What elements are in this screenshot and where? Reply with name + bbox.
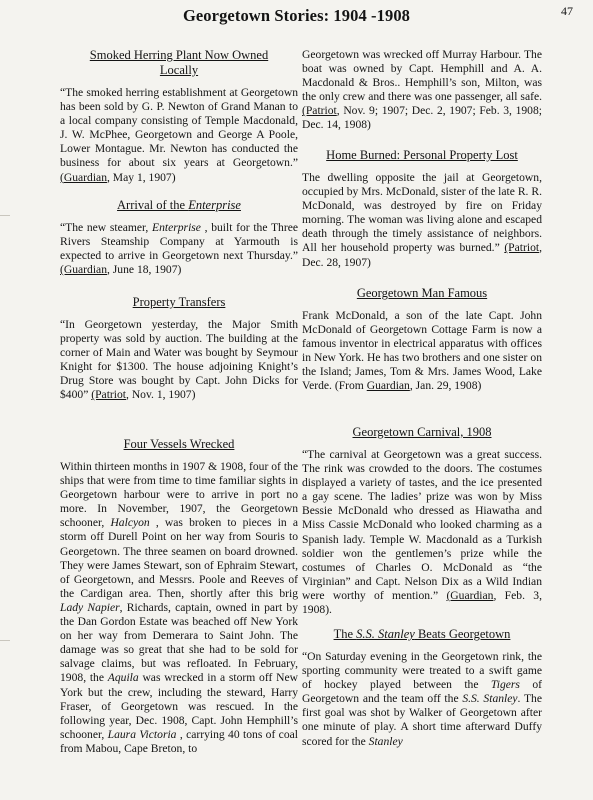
article-heading [60, 198, 298, 213]
body-text: , Feb. 3, 1908). [302, 588, 542, 617]
body-text: , May 1, 1907) [107, 170, 176, 184]
italic-text: Aquila [107, 671, 139, 685]
body-text: , Nov. 1, 1907) [126, 388, 196, 402]
body-text: , carrying 40 tons of coal from Mabou, Cape Breton, to [60, 727, 298, 755]
body-text: “The smoked herring establishment at Georgetown has been sold by G. P. Newton of Grand Manan to a local company consisting of Temple Macdonald, J. W. McPhee, Georgetown and George A Poole, Lower Montague. Mr. Newton has conducted the business for about six years at Georgetown.” [60, 86, 298, 170]
article-body [302, 650, 542, 749]
body-text: was wrecked in a storm off New York but the crew, including the steward, Harry Fraser, of Georgetown was rescued. In the following year, Dec. 1908, Capt. John Hemphill’s schooner, [60, 671, 299, 741]
body-text: , Nov. 9; 1907; Dec. 2, 1907; Feb. 3, 1908; Dec. 14, 1908) [302, 104, 542, 132]
body-text: “The new steamer, [60, 221, 152, 234]
margin-mark [0, 640, 10, 641]
article-man-famous [302, 286, 542, 394]
body-text: Within thirteen months in 1907 & 1908, four of the ships that were from time to time familiar sights in Georgetown harbour were to arrive in port no more. In November, 1907, the Georgetown schooner, [60, 460, 298, 530]
italic-text: Tigers [490, 678, 520, 692]
article-heading: Home Burned: Personal Property Lost [326, 148, 518, 162]
article-heading: Smoked Herring Plant Now Owned Locally [89, 48, 269, 77]
source-citation: Guardian [366, 379, 410, 393]
article-body [302, 48, 542, 133]
article-four-vessels [60, 437, 298, 756]
page-number: 47 [561, 4, 573, 18]
article-body [60, 86, 298, 185]
italic-text: Halcyon [110, 516, 150, 530]
article-heading: Property Transfers [132, 295, 226, 309]
body-text: of Georgetown and the team off the [302, 678, 542, 706]
article-heading: Georgetown Man Famous [356, 286, 488, 300]
body-text: , Dec. 28, 1907) [302, 241, 542, 269]
italic-text: Enterprise [188, 198, 241, 212]
italic-text: S.S. Stanley [462, 692, 518, 706]
italic-text: Stanley [368, 734, 403, 748]
article-body [60, 460, 298, 756]
page-title: Georgetown Stories: 1904 -1908 [182, 6, 411, 25]
article-home-burned [302, 148, 542, 270]
source-citation: (Guardian [446, 588, 494, 602]
body-text: “In Georgetown yesterday, the Major Smith property was sold by auction. The building at the corner of Main and Water was bought by Seymour Knight for $1300. The house adjoining Knight’s Drug Store was bought by Capt. John Dicks for $400” [60, 318, 298, 402]
body-text: Arrival of the [117, 198, 189, 212]
body-text: Georgetown was wrecked off Murray Harbour. The boat was owned by Capt. Hemphill and A. A. Macdonald & Bros.. Hemphill’s son, Milton, was the only crew and there was one passenger, all safe. [302, 48, 542, 104]
article-enterprise [60, 198, 298, 277]
body-text: , June 18, 1907) [107, 263, 182, 277]
body-text: Beats Georgetown [414, 627, 511, 641]
source-citation: (Patriot [504, 241, 540, 255]
italic-text: Lady Napier [60, 600, 120, 614]
article-property-transfers [60, 295, 298, 403]
source-citation: (Guardian [60, 263, 107, 277]
body-text: The [333, 627, 357, 641]
article-stanley-hockey [302, 627, 542, 749]
source-citation: (Patriot [302, 104, 337, 118]
article-smoked-herring [60, 48, 298, 185]
body-text: Frank McDonald, a son of the late Capt. John McDonald of Georgetown Cottage Farm is now a famous inventor in electrical apparatus with offices in New York. He has two brothers and one sister on the Island; James, Tom & Mrs. James Wood, Lake Verde. (From [302, 309, 542, 393]
body-text: , Jan. 29, 1908) [409, 379, 482, 393]
article-body [60, 221, 298, 277]
italic-text: Enterprise [152, 221, 201, 234]
body-text: The dwelling opposite the jail at Georgetown, occupied by Mrs. McDonald, sister of the late R. R. McDonald, was destroyed by fire on Friday morning. The woman was living alone and escaped death through the timely assistance of neighbors. All her household property was burned.” [302, 171, 542, 255]
article-body [60, 318, 298, 403]
source-citation: (Guardian [60, 170, 107, 184]
article-body [302, 309, 542, 394]
italic-text: S.S. Stanley [356, 627, 415, 641]
body-text: , Richards, captain, owned in part by the Dan Gordon Estate was beached off New York on her way from Demerara to Saint John. The damage was so great that she had to be sold for salvage claims, but was refloated. In February, 1908, the [60, 600, 298, 685]
article-heading: Georgetown Carnival, 1908 [352, 425, 492, 439]
body-text: , was broken to pieces in a storm off Durell Point on her way from Souris to Georgetown. The three seamen on board drowned. They were James Stewart, son of Ephraim Stewart, of Georgetown, and Messrs. Poole and Reeves of the Cardigan area. Then, shortly after this brig [60, 516, 299, 600]
body-text: , built for the Three Rivers Steamship Company at Yarmouth is expected to arrive in Georgetown next Thursday.” [60, 221, 298, 263]
article-body [302, 448, 542, 617]
body-text: “On Saturday evening in the Georgetown rink, the sporting community were treated to a swift game of hockey played between the [302, 650, 542, 692]
article-wreck-continued [302, 48, 542, 133]
source-citation: (Patriot [91, 388, 127, 402]
article-heading [302, 627, 542, 642]
body-text: “The carnival at Georgetown was a great success. The rink was crowded to the doors. The costumes displayed a variety of tastes, and the ice presented a gay scene. The ladies’ prize was won by Miss Bessie McDonald who dressed as Hiawatha and Miss Cassie McDonald who looked charming as a Spanish lady. Temple W. Macdonald as a Turkish soldier won the gentlemen’s prize while the costumes of Charles O. McDonald as “the Virginian” and Capt. Nelson Dix as a Wild Indian were worthy of mention.” [302, 448, 542, 602]
body-text: . The first goal was shot by Walker of Georgetown after one minute of play. A short time afterward Duffy scored for the [302, 692, 542, 748]
margin-mark [0, 215, 10, 216]
article-heading: Four Vessels Wrecked [123, 437, 235, 451]
article-body [302, 171, 542, 270]
italic-text: Laura Victoria [107, 727, 177, 741]
article-carnival [302, 425, 542, 617]
